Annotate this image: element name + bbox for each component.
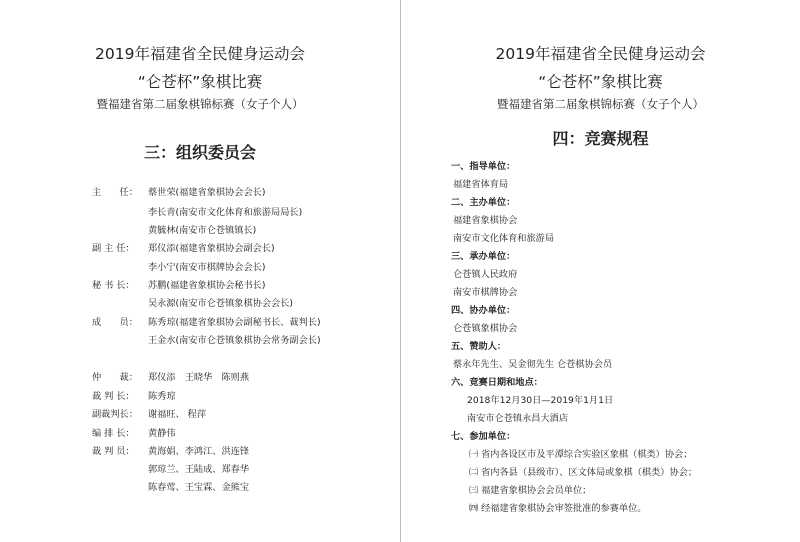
- rules-heading: 七、参加单位：: [451, 431, 516, 442]
- rules-heading: 六、竞赛日期和地点：: [451, 377, 543, 388]
- rules-heading: 三、承办单位：: [451, 251, 516, 262]
- rules-heading: 二、主办单位：: [451, 197, 516, 208]
- rules-entry: 南安市棋牌协会: [453, 287, 518, 298]
- rules-entry: ㈢ 福建省象棋协会会员单位；: [469, 485, 592, 496]
- rules-entry: 福建省象棋协会: [453, 215, 518, 226]
- rules-entry: 仑苍镇象棋协会: [453, 323, 518, 334]
- rules-entry: ㈠ 省内各设区市及平潭综合实验区象棋（棋类）协会；: [469, 449, 693, 460]
- rules-entry: 福建省体育局: [453, 179, 509, 190]
- rules-entry: 南安市文化体育和旅游局: [453, 233, 555, 244]
- rules-entry: 南安市仑苍镇永昌大酒店: [467, 413, 569, 424]
- left-page: 2019年福建省全民健身运动会 “仑苍杯”象棋比赛 暨福建省第二届象棋锦标赛（女子个人） 三：组织委员会 主 任： 蔡世荣(福建省象棋协会会长) 李长青(南安市文化体育和旅游局局长) 黄毓林(南安市仑苍镇镇长) 副 主 任： 郑仪添(福建省象棋协会副会长) 李小宁(南安市棋牌协会会长) 秘 书 长： 苏鹏(福建省象棋协会秘书长) 吴永源(南安市仑苍镇象棋协会会长) 成 员： 陈秀琼(福建省象棋协会副秘书长、裁判长) 王金水(南安市仑苍镇象棋协会常务副会长) 仲 裁： 郑仪添 王晓华 陈则燕 裁 判 长： 陈秀琼 副裁判长： 谢福旺、 程萍 编 排 长： 黄静伟 裁 判 员： 黄海娟、李鸿江、洪连锋 郭琼兰、王陆成、郑春华 陈春莺、王宝霖、金熊宝: [0, 0, 400, 542]
- event-subtitle: 暨福建省第二届象棋锦标赛（女子个人）: [96, 97, 304, 111]
- rules-entry: ㈡ 省内各县（县级市）、区文体局或象棋（棋类）协会；: [469, 467, 698, 478]
- event-title: 2019年福建省全民健身运动会: [495, 45, 706, 63]
- cup-title: “仑苍杯”象棋比赛: [538, 73, 663, 91]
- rules-entry: 仑苍镇人民政府: [453, 269, 518, 280]
- rules-entry: ㈣ 经福建省象棋协会审签批准的参赛单位。: [469, 503, 647, 514]
- rules-heading: 一、指导单位：: [451, 161, 516, 172]
- rules-heading: 五、赞助人：: [451, 341, 507, 352]
- rules-entry: 蔡永年先生、吴金彻先生 仑苍棋协会员: [453, 359, 613, 370]
- event-subtitle: 暨福建省第二届象棋锦标赛（女子个人）: [497, 97, 704, 111]
- right-page: [401, 0, 800, 542]
- rules-entry: 2018年12月30日—2019年1月1日: [467, 395, 614, 406]
- rules-heading: 四、协办单位：: [451, 305, 516, 316]
- event-title: 2019年福建省全民健身运动会: [95, 45, 305, 63]
- section-title-rules: 四：竞赛规程: [552, 129, 649, 148]
- section-title-committee: 三：组织委员会: [143, 143, 256, 162]
- cup-title: “仑苍杯”象棋比赛: [137, 73, 263, 91]
